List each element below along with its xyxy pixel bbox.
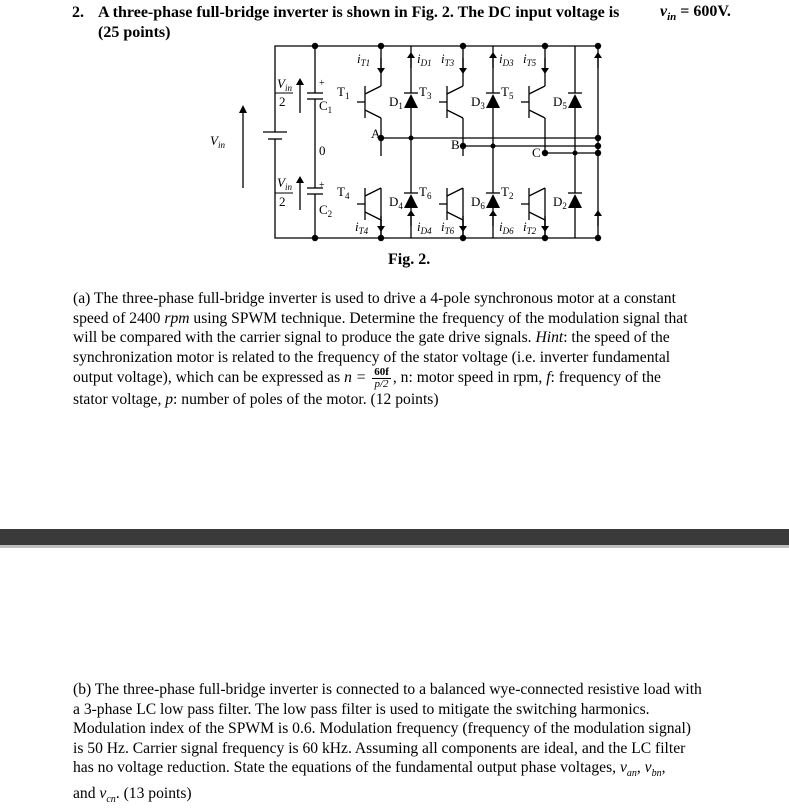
node-b-dot	[460, 143, 466, 149]
diode-d6	[486, 194, 500, 208]
vbn-symbol: v	[644, 759, 652, 776]
i-t3-label: $i_{T3}$	[441, 51, 455, 68]
part-a-line: (a) The three-phase full-bridge inverter is used to drive a 4-pole synchronous motor at a constant	[73, 290, 676, 307]
part-a-line-formula: output voltage), which can be expressed as n = $\frac{60f}{p/2}$ , n: motor speed in rpm, f: frequency of the	[73, 366, 661, 390]
diode-d4	[404, 194, 418, 208]
diode-d3	[486, 94, 500, 108]
part-b-line: is 50 Hz. Carrier signal frequency is 60 kHz. Assuming all components are ideal, and the LC filter	[73, 739, 686, 757]
question-points: (25 points)	[98, 24, 171, 41]
part-a-line: stator voltage, p: number of poles of the motor. (12 points)	[73, 391, 439, 408]
t1-label: $T_1$	[337, 84, 350, 101]
svg-text:+: +	[319, 180, 325, 191]
d3-label: $D_3$	[471, 94, 485, 111]
part-b-text	[73, 680, 751, 809]
speed-formula-fraction: $\frac{60f}{p/2}$	[374, 366, 389, 390]
vin-label: $V_{in}$	[210, 133, 225, 150]
part-a-line: will be compared with the carrier signal to produce the gate drive signals. Hint: the speed of the	[73, 329, 670, 346]
vin-half-top-num: $V_{in}$	[277, 76, 292, 93]
t4-label: $T_4$	[337, 184, 350, 201]
question-title: A three-phase full-bridge inverter is shown in Fig. 2. The DC input voltage is	[98, 4, 620, 21]
vin-subscript: in	[667, 11, 677, 24]
c1-label: $C_1$	[319, 98, 333, 115]
vin-symbol: v	[660, 3, 668, 20]
d1-label: $D_1$	[389, 94, 403, 111]
inverter-circuit-diagram	[205, 38, 615, 253]
diode-d1	[404, 94, 418, 108]
node-a-label: A	[371, 126, 381, 141]
part-b-line: (b) The three-phase full-bridge inverter is connected to a balanced wye-connected resistive load with	[73, 681, 702, 698]
node-c-label: C	[532, 145, 541, 160]
diode-d2	[568, 194, 582, 208]
part-a-line: speed of 2400 rpm using SPWM technique. Determine the frequency of the modulation signal that	[73, 309, 688, 327]
part-b-line: has no voltage reduction. State the equations of the fundamental output phase voltages, $v_{an}$, $v_{bn}$,	[73, 759, 666, 780]
t5-label: $T_5$	[501, 84, 514, 101]
speed-formula-lhs: n =	[344, 369, 371, 387]
d2-label: $D_2$	[553, 194, 567, 211]
vin-half-bottom-den: 2	[279, 194, 286, 209]
i-d6-label: $i_{D6}$	[499, 219, 514, 236]
zero-node-label: 0	[319, 143, 326, 158]
part-b-line: a 3-phase LC low pass filter. The low pass filter is used to mitigate the switching harmonics.	[73, 700, 650, 718]
svg-text:+: +	[319, 78, 325, 89]
t6-label: $T_6$	[419, 184, 432, 201]
part-b-line: and $v_{cn}$. (13 points)	[73, 784, 192, 805]
d4-label: $D_4$	[389, 194, 403, 211]
input-voltage-spec	[660, 3, 731, 23]
node-c-dot	[542, 150, 548, 156]
vcn-symbol: v	[99, 784, 107, 802]
vin-half-top-den: 2	[279, 94, 286, 109]
i-t4-label: $i_{T4}$	[355, 219, 369, 236]
section-divider-shadow	[0, 545, 789, 548]
part-b-line: Modulation index of the SPWM is 0.6. Modulation frequency (frequency of the modulation signal)	[73, 720, 692, 737]
c2-label: $C_2$	[319, 202, 333, 219]
t2-label: $T_2$	[501, 184, 514, 201]
vin-value: = 600V.	[676, 3, 731, 20]
i-t6-label: $i_{T6}$	[441, 219, 455, 236]
d5-label: $D_5$	[553, 94, 567, 111]
vin-half-bottom-num: $V_{in}$	[277, 175, 292, 192]
i-d4-label: $i_{D4}$	[417, 219, 432, 236]
diode-d5	[568, 94, 582, 108]
part-a-text	[73, 289, 751, 410]
section-divider	[0, 529, 789, 545]
node-b-label: B	[451, 137, 460, 152]
i-d1-label: $i_{D1}$	[417, 51, 432, 68]
t3-label: $T_3$	[419, 84, 432, 101]
part-a-line: synchronization motor is related to the frequency of the stator voltage (i.e. inverter fundamental	[73, 348, 671, 366]
question-number: 2.	[72, 4, 84, 21]
van-symbol: v	[619, 759, 627, 776]
i-t1-label: $i_{T1}$	[357, 51, 371, 68]
figure-caption: Fig. 2.	[388, 251, 431, 268]
i-t5-label: $i_{T5}$	[523, 51, 537, 68]
i-d3-label: $i_{D3}$	[499, 51, 514, 68]
d6-label: $D_6$	[471, 194, 485, 211]
i-t2-label: $i_{T2}$	[523, 219, 537, 236]
